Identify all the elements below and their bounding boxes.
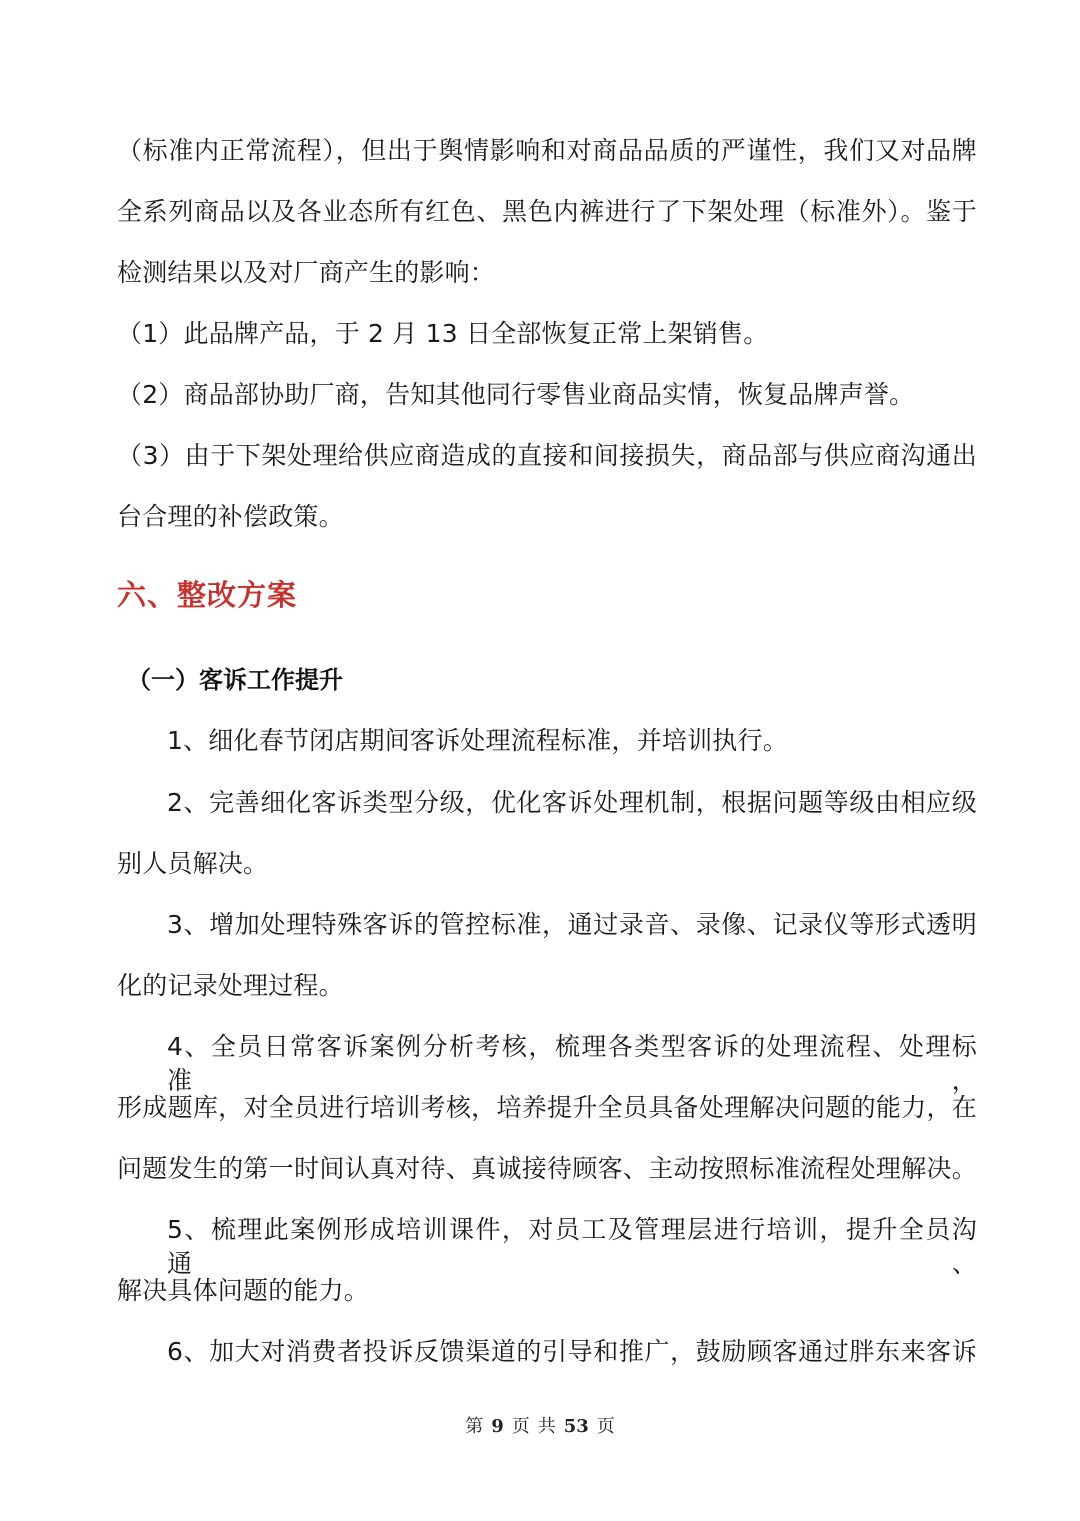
list-item: 3、增加处理特殊客诉的管控标准，通过录音、录像、记录仪等形式透明: [167, 910, 977, 939]
list-item: （1）此品牌产品，于 2 月 13 日全部恢复正常上架销售。: [117, 319, 769, 348]
footer-suffix: 页: [596, 1416, 615, 1437]
list-item: 1、细化春节闭店期间客诉处理流程标准，并培训执行。: [167, 726, 788, 755]
paragraph-line: 形成题库，对全员进行培训考核，培养提升全员具备处理解决问题的能力，在: [117, 1093, 977, 1122]
list-item: 5、梳理此案例形成培训课件，对员工及管理层进行培训，提升全员沟通、: [167, 1215, 977, 1278]
list-item: （2）商品部协助厂商，告知其他同行零售业商品实情，恢复品牌声誉。: [117, 380, 915, 409]
paragraph-line: 问题发生的第一时间认真对待、真诚接待顾客、主动按照标准流程处理解决。: [117, 1154, 977, 1183]
paragraph-line: 别人员解决。: [117, 849, 269, 878]
footer-total-word: 共: [537, 1416, 556, 1437]
total-pages-number: 53: [563, 1416, 589, 1437]
footer-page-word: 页: [511, 1416, 530, 1437]
page-footer: [0, 1414, 1080, 1440]
paragraph-line: （标准内正常流程），但出于舆情影响和对商品品质的严谨性，我们又对品牌: [117, 136, 977, 165]
paragraph-line: 全系列商品以及各业态所有红色、黑色内裤进行了下架处理（标准外）。鉴于: [117, 197, 977, 226]
paragraph-line: 解决具体问题的能力。: [117, 1276, 370, 1305]
footer-prefix: 第: [465, 1416, 484, 1437]
current-page-number: 9: [491, 1416, 504, 1437]
section-heading: 六、整改方案: [117, 578, 298, 612]
paragraph-line: 化的记录处理过程。: [117, 971, 344, 1000]
list-item: 4、全员日常客诉案例分析考核，梳理各类型客诉的处理流程、处理标准，: [167, 1032, 977, 1095]
list-item: 6、加大对消费者投诉反馈渠道的引导和推广，鼓励顾客通过胖东来客诉: [167, 1337, 977, 1366]
subsection-heading: （一）客诉工作提升: [127, 666, 343, 694]
paragraph-line: 检测结果以及对厂商产生的影响：: [117, 258, 496, 287]
list-item: 2、完善细化客诉类型分级，优化客诉处理机制，根据问题等级由相应级: [167, 788, 977, 817]
paragraph-line: 台合理的补偿政策。: [117, 502, 344, 531]
list-item: （3）由于下架处理给供应商造成的直接和间接损失，商品部与供应商沟通出: [117, 441, 977, 470]
